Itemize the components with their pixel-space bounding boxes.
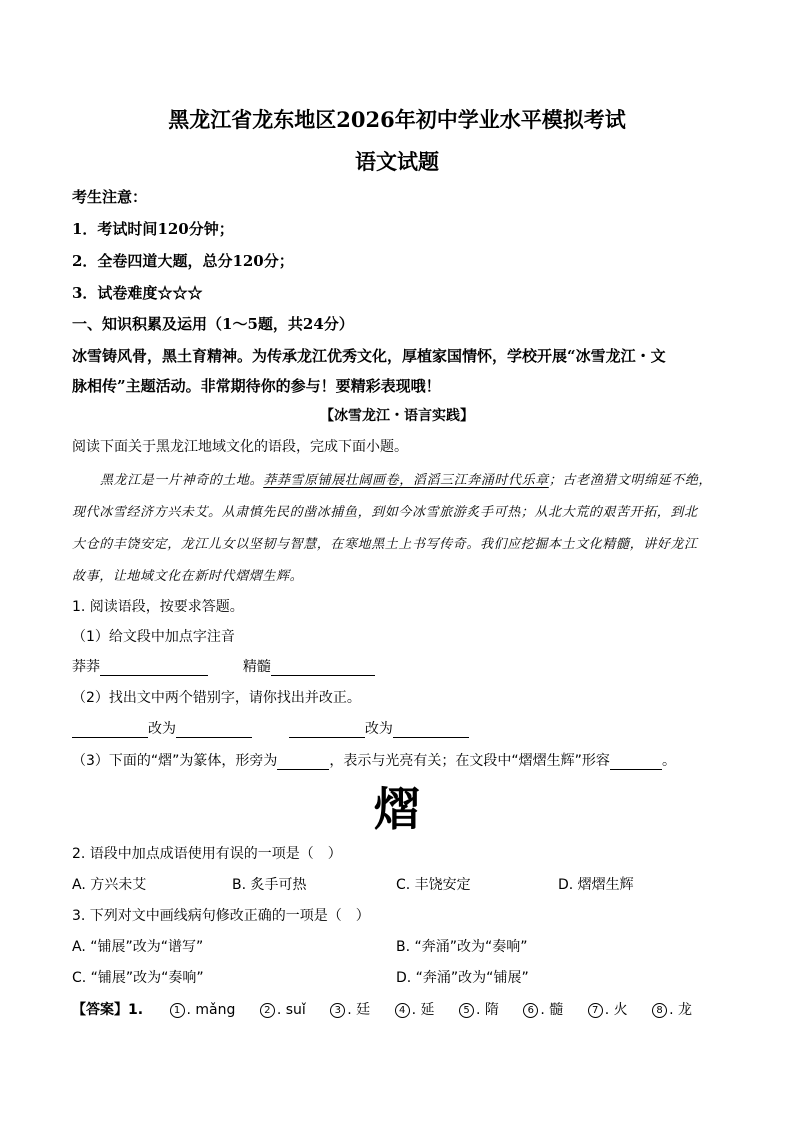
circled-number: 3 [330, 1003, 345, 1018]
circled-number: 4 [395, 1003, 410, 1018]
circled-number: 7 [588, 1003, 603, 1018]
answer-text: . 廷 [347, 1002, 371, 1018]
answer-text: . 隋 [476, 1002, 499, 1018]
circled-number: 1 [170, 1003, 185, 1018]
answer-blank[interactable] [271, 661, 375, 676]
passage-line [100, 469, 712, 488]
answer-blank[interactable] [72, 723, 148, 738]
answer-blank[interactable] [100, 661, 208, 676]
change-label: 改为 [364, 721, 393, 737]
answer-text: . 髓 [540, 1002, 564, 1018]
answer-item [652, 1002, 692, 1018]
sub-question: （2）找出文中两个错别字，请你找出并改正。 [72, 690, 361, 706]
answer-item [395, 1002, 435, 1018]
option-b[interactable]: B. 炙手可热 [232, 877, 307, 893]
answer-text: . suǐ [276, 1002, 306, 1018]
sub-question: （1）给文段中加点字注音 [72, 629, 235, 645]
option-c[interactable]: C. “铺展”改为“奏响” [72, 970, 204, 986]
word-label: 莽莽 [72, 659, 100, 675]
question-stem: 1. 阅读语段，按要求答题。 [72, 599, 244, 615]
answer-item [330, 1002, 370, 1018]
option-c[interactable]: C. 丰饶安定 [396, 877, 471, 893]
answer-label: 【答案】1. [72, 1002, 144, 1018]
circled-number: 5 [459, 1003, 474, 1018]
sub-question [72, 750, 676, 770]
circled-number: 2 [260, 1003, 275, 1018]
option-a[interactable]: A. “铺展”改为“谱写” [72, 939, 204, 955]
notice-item: 3．试卷难度☆☆☆ [72, 284, 203, 302]
page-title: 黑龙江省龙东地区2026年初中学业水平模拟考试 [168, 107, 626, 132]
answer-item [588, 1002, 628, 1018]
option-a[interactable]: A. 方兴未艾 [72, 877, 147, 893]
notice-item: 2．全卷四道大题，总分120分； [72, 252, 294, 270]
passage-text: 黑龙江是一片神奇的土地。 [100, 473, 264, 488]
word-label: 精髓 [242, 659, 271, 675]
answer-row [72, 999, 712, 1019]
sub-question-text: 。 [661, 753, 676, 769]
correction-row [72, 718, 469, 738]
seal-script-glyph: 熠 [374, 782, 420, 836]
notice-heading: 考生注意： [72, 188, 148, 206]
answer-blank[interactable] [176, 723, 252, 738]
passage-line: 现代冰雪经济方兴未艾。从肃慎先民的凿冰捕鱼，到如今冰雪旅游炙手可热；从北大荒的艰苦开拓，到北 [72, 505, 698, 520]
answer-item [260, 1002, 306, 1018]
activity-title: 【冰雪龙江・语言实践】 [320, 408, 474, 424]
answer-text: . 延 [411, 1002, 435, 1018]
answer-text: . 火 [604, 1002, 628, 1018]
circled-number: 6 [523, 1003, 538, 1018]
question-stem: 3. 下列对文中画线病句修改正确的一项是（ ） [72, 908, 370, 924]
answer-text: . 龙 [669, 1002, 692, 1018]
section-heading: 一、知识积累及运用（1～5题，共24分） [72, 315, 354, 333]
passage-line: 故事，让地域文化在新时代熠熠生辉。 [72, 569, 304, 584]
read-instruction: 阅读下面关于黑龙江地域文化的语段，完成下面小题。 [72, 439, 408, 455]
page-subtitle: 语文试题 [355, 149, 439, 174]
section-intro: 冰雪铸风骨，黑土育精神。为传承龙江优秀文化，厚植家国情怀，学校开展“冰雪龙江・文 [72, 347, 666, 365]
answer-blank[interactable] [393, 723, 469, 738]
passage-text: ；古老渔猎文明绵延不绝， [548, 473, 713, 488]
underlined-sentence: 莽莽雪原铺展壮阔画卷，滔滔三江奔涌时代乐章 [263, 473, 549, 488]
option-b[interactable]: B. “奔涌”改为“奏响” [396, 939, 528, 955]
change-label: 改为 [148, 721, 176, 737]
option-d[interactable]: D. 熠熠生辉 [558, 877, 634, 893]
answer-blank[interactable] [289, 723, 365, 738]
pinyin-row [72, 656, 375, 676]
sub-question-text: ，表示与光亮有关；在文段中“熠熠生辉”形容 [329, 753, 610, 769]
answer-item [523, 1002, 563, 1018]
passage-line: 大仓的丰饶安定，龙江儿女以坚韧与智慧，在寒地黑土上书写传奇。我们应挖掘本土文化精髓，讲好龙江 [72, 537, 698, 552]
notice-item: 1．考试时间120分钟； [72, 220, 234, 238]
answer-blank[interactable] [277, 755, 329, 770]
sub-question-text: （3）下面的“熠”为篆体，形旁为 [72, 753, 278, 769]
section-intro: 脉相传”主题活动。非常期待你的参与！要精彩表现哦！ [72, 377, 441, 395]
circled-number: 8 [652, 1003, 667, 1018]
option-d[interactable]: D. “奔涌”改为“铺展” [396, 970, 529, 986]
answer-item [459, 1002, 499, 1018]
question-stem: 2. 语段中加点成语使用有误的一项是（ ） [72, 846, 342, 862]
answer-item [170, 1002, 236, 1018]
answer-text: . mǎng [186, 1002, 236, 1018]
answer-blank[interactable] [610, 755, 662, 770]
